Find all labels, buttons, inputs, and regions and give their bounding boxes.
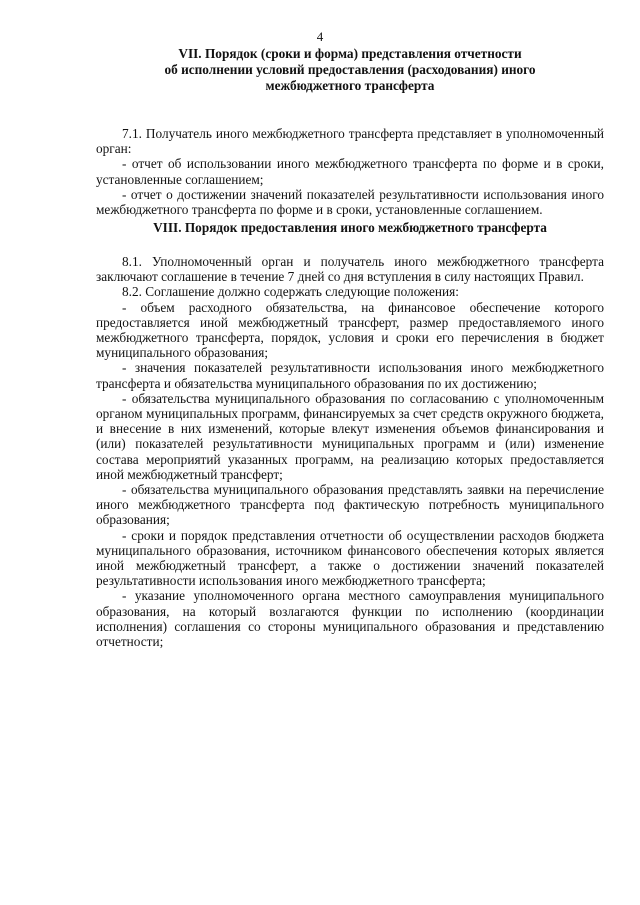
list-item-transfer-requests: - обязательства муниципального образования представлять заявки на перечисление иного межбюджетного трансферта под фактическую потребность муниципального образования; — [96, 482, 604, 528]
list-item-expenditure-volume: - объем расходного обязательства, на финансовое обеспечение которого предоставляется иной межбюджетный трансферт, размер предоставляемого иного межбюджетного трансферта, порядок, условия и сроки его перечисления в бюджет муниципального образования; — [96, 299, 604, 361]
section-7-heading-line: об исполнении условий предоставления (расходования) иного — [164, 62, 536, 77]
list-item-reporting-procedure: - сроки и порядок представления отчетности об осуществлении расходов бюджета муниципального образования, источником финансового обеспечения которых является иной межбюджетный трансферт, а также о достижении значений показателей результативности использования иного межбюджетного трансферта; — [96, 527, 604, 589]
section-8-body — [96, 254, 604, 649]
list-item-indicators-report: - отчет о достижении значений показателей результативности использования иного межбюджетного трансферта по форме и в сроки, установленные соглашением. — [96, 186, 604, 218]
list-item-performance-values: - значения показателей результативности использования иного межбюджетного трансферта и обязательства муниципального образования по их достижению; — [96, 360, 604, 391]
section-7-heading-line: VII. Порядок (сроки и форма) представления отчетности — [178, 46, 522, 61]
page-number: 4 — [316, 29, 324, 44]
paragraph-8-2: 8.2. Соглашение должно содержать следующие положения: — [122, 284, 459, 300]
section-8-heading: VIII. Порядок предоставления иного межбюджетного трансферта — [153, 220, 547, 235]
paragraph-7-1: 7.1. Получатель иного межбюджетного трансферта представляет в уполномоченный орган: — [96, 126, 604, 157]
list-item-authorized-body: - указание уполномоченного органа местного самоуправления муниципального образования, на который возлагаются функции по исполнению (координации исполнения) соглашения со стороны муниципального образования и представлению отчетности; — [96, 588, 604, 650]
list-item-program-approval: - обязательства муниципального образования по согласованию с уполномоченным органом муниципальных программ, финансируемых за счет средств окружного бюджета, и внесение в них изменений, которые влекут изменения объемов финансирования и (или) показателей результативности муниципальных программ и (или) изменение состава мероприятий указанных программ, на реализацию которых предоставляется иной межбюджетный трансферт; — [96, 390, 604, 482]
paragraph-8-1: 8.1. Уполномоченный орган и получатель иного межбюджетного трансферта заключают соглашение в течение 7 дней со дня вступления в силу настоящих Правил. — [96, 254, 604, 285]
section-7-heading-line: межбюджетного трансферта — [265, 78, 435, 93]
list-item-usage-report: - отчет об использовании иного межбюджетного трансферта по форме и в сроки, установленные соглашением; — [96, 156, 604, 187]
section-7-heading — [90, 46, 610, 94]
section-7-body — [96, 126, 604, 217]
